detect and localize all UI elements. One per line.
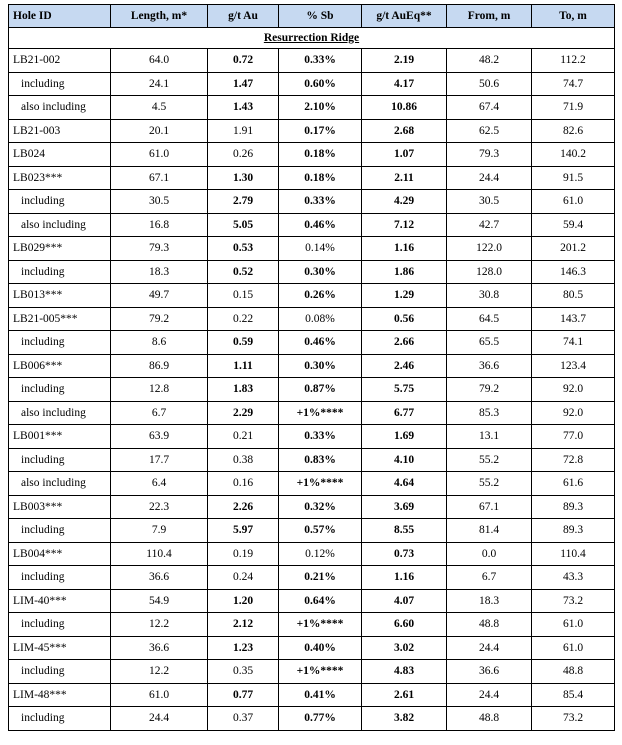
- cell-length: 20.1: [111, 119, 208, 143]
- cell-aueq: 2.66: [362, 331, 447, 355]
- cell-to: 92.0: [532, 378, 615, 402]
- table-row: [9, 519, 615, 543]
- cell-au: 2.29: [208, 401, 279, 425]
- header-sb: % Sb: [279, 5, 362, 28]
- header-hole-id: Hole ID: [9, 5, 111, 28]
- header-from: From, m: [447, 5, 532, 28]
- cell-aueq: 2.19: [362, 49, 447, 73]
- cell-aueq: 1.86: [362, 260, 447, 284]
- cell-from: 122.0: [447, 237, 532, 261]
- cell-aueq: 2.61: [362, 683, 447, 707]
- table-row: [9, 683, 615, 707]
- table-row: [9, 425, 615, 449]
- table-row: [9, 307, 615, 331]
- cell-length: 49.7: [111, 284, 208, 308]
- header-to: To, m: [532, 5, 615, 28]
- cell-sb: 0.30%: [279, 354, 362, 378]
- cell-hole-id: including: [9, 260, 111, 284]
- cell-length: 12.2: [111, 613, 208, 637]
- cell-to: 140.2: [532, 143, 615, 167]
- cell-au: 0.22: [208, 307, 279, 331]
- cell-to: 61.0: [532, 636, 615, 660]
- cell-hole-id: LB023***: [9, 166, 111, 190]
- cell-hole-id: LB21-003: [9, 119, 111, 143]
- section-row: [9, 28, 615, 49]
- cell-aueq: 4.83: [362, 660, 447, 684]
- table-row: [9, 96, 615, 120]
- cell-sb: 0.40%: [279, 636, 362, 660]
- cell-sb: 0.46%: [279, 331, 362, 355]
- cell-from: 67.4: [447, 96, 532, 120]
- cell-sb: 0.83%: [279, 448, 362, 472]
- cell-au: 0.15: [208, 284, 279, 308]
- cell-hole-id: including: [9, 707, 111, 731]
- cell-aueq: 2.46: [362, 354, 447, 378]
- cell-to: 146.3: [532, 260, 615, 284]
- cell-au: 0.52: [208, 260, 279, 284]
- cell-hole-id: LIM-45***: [9, 636, 111, 660]
- cell-from: 50.6: [447, 72, 532, 96]
- cell-au: 0.38: [208, 448, 279, 472]
- cell-hole-id: LB001***: [9, 425, 111, 449]
- header-au: g/t Au: [208, 5, 279, 28]
- cell-au: 0.19: [208, 542, 279, 566]
- cell-from: 62.5: [447, 119, 532, 143]
- cell-length: 12.8: [111, 378, 208, 402]
- cell-aueq: 0.73: [362, 542, 447, 566]
- cell-hole-id: LB004***: [9, 542, 111, 566]
- cell-from: 13.1: [447, 425, 532, 449]
- cell-to: 61.0: [532, 613, 615, 637]
- cell-hole-id: LIM-48***: [9, 683, 111, 707]
- cell-aueq: 2.11: [362, 166, 447, 190]
- cell-aueq: 6.60: [362, 613, 447, 637]
- cell-hole-id: including: [9, 72, 111, 96]
- table-row: [9, 284, 615, 308]
- cell-sb: 0.21%: [279, 566, 362, 590]
- cell-aueq: 7.12: [362, 213, 447, 237]
- cell-aueq: 4.10: [362, 448, 447, 472]
- cell-aueq: 2.68: [362, 119, 447, 143]
- table-row: [9, 260, 615, 284]
- cell-au: 0.35: [208, 660, 279, 684]
- cell-length: 79.2: [111, 307, 208, 331]
- cell-au: 2.26: [208, 495, 279, 519]
- cell-au: 0.72: [208, 49, 279, 73]
- table-row: [9, 636, 615, 660]
- cell-au: 1.47: [208, 72, 279, 96]
- cell-hole-id: LB029***: [9, 237, 111, 261]
- cell-length: 16.8: [111, 213, 208, 237]
- cell-to: 77.0: [532, 425, 615, 449]
- cell-hole-id: including: [9, 660, 111, 684]
- cell-length: 36.6: [111, 636, 208, 660]
- cell-from: 24.4: [447, 636, 532, 660]
- cell-sb: 0.14%: [279, 237, 362, 261]
- cell-au: 0.59: [208, 331, 279, 355]
- cell-from: 36.6: [447, 354, 532, 378]
- cell-to: 91.5: [532, 166, 615, 190]
- table-row: [9, 401, 615, 425]
- cell-au: 1.83: [208, 378, 279, 402]
- cell-sb: 0.32%: [279, 495, 362, 519]
- table-row: [9, 542, 615, 566]
- table-row: [9, 237, 615, 261]
- table-row: [9, 566, 615, 590]
- cell-length: 17.7: [111, 448, 208, 472]
- cell-au: 1.91: [208, 119, 279, 143]
- cell-to: 89.3: [532, 519, 615, 543]
- cell-sb: +1%****: [279, 401, 362, 425]
- cell-aueq: 1.07: [362, 143, 447, 167]
- cell-sb: 0.08%: [279, 307, 362, 331]
- cell-aueq: 3.82: [362, 707, 447, 731]
- cell-to: 85.4: [532, 683, 615, 707]
- cell-hole-id: also including: [9, 401, 111, 425]
- table-row: [9, 190, 615, 214]
- cell-from: 67.1: [447, 495, 532, 519]
- cell-sb: 0.17%: [279, 119, 362, 143]
- cell-to: 74.7: [532, 72, 615, 96]
- cell-hole-id: also including: [9, 472, 111, 496]
- cell-length: 79.3: [111, 237, 208, 261]
- cell-au: 2.79: [208, 190, 279, 214]
- cell-hole-id: LB21-005***: [9, 307, 111, 331]
- table-row: [9, 589, 615, 613]
- cell-au: 1.23: [208, 636, 279, 660]
- cell-from: 81.4: [447, 519, 532, 543]
- cell-to: 74.1: [532, 331, 615, 355]
- table-row: [9, 213, 615, 237]
- cell-sb: +1%****: [279, 660, 362, 684]
- cell-to: 89.3: [532, 495, 615, 519]
- table-row: [9, 354, 615, 378]
- cell-aueq: 1.69: [362, 425, 447, 449]
- table-row: [9, 166, 615, 190]
- table-row: [9, 72, 615, 96]
- cell-au: 2.12: [208, 613, 279, 637]
- cell-to: 112.2: [532, 49, 615, 73]
- table-row: [9, 331, 615, 355]
- cell-length: 61.0: [111, 143, 208, 167]
- cell-sb: 0.18%: [279, 166, 362, 190]
- cell-from: 85.3: [447, 401, 532, 425]
- cell-sb: 0.57%: [279, 519, 362, 543]
- cell-to: 61.0: [532, 190, 615, 214]
- cell-from: 6.7: [447, 566, 532, 590]
- header-length: Length, m*: [111, 5, 208, 28]
- section-title: Resurrection Ridge: [9, 28, 615, 49]
- cell-from: 65.5: [447, 331, 532, 355]
- cell-from: 48.8: [447, 707, 532, 731]
- cell-length: 24.4: [111, 707, 208, 731]
- cell-aueq: 6.77: [362, 401, 447, 425]
- cell-to: 61.6: [532, 472, 615, 496]
- cell-sb: 2.10%: [279, 96, 362, 120]
- cell-from: 0.0: [447, 542, 532, 566]
- table-row: [9, 448, 615, 472]
- cell-length: 110.4: [111, 542, 208, 566]
- cell-sb: 0.33%: [279, 49, 362, 73]
- cell-sb: 0.46%: [279, 213, 362, 237]
- cell-from: 24.4: [447, 166, 532, 190]
- cell-to: 71.9: [532, 96, 615, 120]
- table-row: [9, 49, 615, 73]
- cell-to: 72.8: [532, 448, 615, 472]
- cell-au: 0.16: [208, 472, 279, 496]
- cell-length: 36.6: [111, 566, 208, 590]
- cell-sb: 0.87%: [279, 378, 362, 402]
- drill-results-table: [8, 4, 615, 731]
- cell-au: 1.43: [208, 96, 279, 120]
- cell-hole-id: including: [9, 190, 111, 214]
- cell-aueq: 8.55: [362, 519, 447, 543]
- cell-to: 59.4: [532, 213, 615, 237]
- cell-sb: 0.60%: [279, 72, 362, 96]
- cell-au: 0.77: [208, 683, 279, 707]
- cell-length: 4.5: [111, 96, 208, 120]
- cell-sb: 0.41%: [279, 683, 362, 707]
- cell-from: 79.3: [447, 143, 532, 167]
- cell-length: 86.9: [111, 354, 208, 378]
- cell-sb: 0.64%: [279, 589, 362, 613]
- cell-au: 1.11: [208, 354, 279, 378]
- cell-length: 8.6: [111, 331, 208, 355]
- cell-sb: 0.30%: [279, 260, 362, 284]
- cell-length: 30.5: [111, 190, 208, 214]
- cell-hole-id: LB006***: [9, 354, 111, 378]
- cell-from: 64.5: [447, 307, 532, 331]
- cell-aueq: 3.69: [362, 495, 447, 519]
- cell-au: 1.30: [208, 166, 279, 190]
- cell-length: 67.1: [111, 166, 208, 190]
- cell-au: 0.37: [208, 707, 279, 731]
- cell-from: 128.0: [447, 260, 532, 284]
- cell-sb: 0.18%: [279, 143, 362, 167]
- cell-hole-id: LB013***: [9, 284, 111, 308]
- cell-aueq: 4.07: [362, 589, 447, 613]
- cell-from: 36.6: [447, 660, 532, 684]
- cell-length: 22.3: [111, 495, 208, 519]
- cell-sb: +1%****: [279, 472, 362, 496]
- table-row: [9, 495, 615, 519]
- cell-to: 82.6: [532, 119, 615, 143]
- cell-sb: 0.26%: [279, 284, 362, 308]
- cell-length: 54.9: [111, 589, 208, 613]
- cell-from: 48.8: [447, 613, 532, 637]
- cell-to: 143.7: [532, 307, 615, 331]
- cell-length: 18.3: [111, 260, 208, 284]
- cell-from: 30.8: [447, 284, 532, 308]
- cell-to: 110.4: [532, 542, 615, 566]
- cell-sb: +1%****: [279, 613, 362, 637]
- cell-au: 1.20: [208, 589, 279, 613]
- cell-aueq: 3.02: [362, 636, 447, 660]
- cell-aueq: 4.29: [362, 190, 447, 214]
- cell-sb: 0.77%: [279, 707, 362, 731]
- table-row: [9, 660, 615, 684]
- cell-hole-id: including: [9, 613, 111, 637]
- cell-length: 64.0: [111, 49, 208, 73]
- cell-from: 55.2: [447, 448, 532, 472]
- cell-aueq: 1.16: [362, 237, 447, 261]
- cell-from: 48.2: [447, 49, 532, 73]
- cell-to: 48.8: [532, 660, 615, 684]
- cell-aueq: 10.86: [362, 96, 447, 120]
- cell-from: 42.7: [447, 213, 532, 237]
- cell-aueq: 5.75: [362, 378, 447, 402]
- cell-from: 18.3: [447, 589, 532, 613]
- cell-au: 0.24: [208, 566, 279, 590]
- cell-length: 63.9: [111, 425, 208, 449]
- cell-au: 5.05: [208, 213, 279, 237]
- cell-from: 55.2: [447, 472, 532, 496]
- table-row: [9, 378, 615, 402]
- cell-hole-id: LIM-40***: [9, 589, 111, 613]
- cell-hole-id: LB024: [9, 143, 111, 167]
- cell-to: 43.3: [532, 566, 615, 590]
- cell-au: 0.21: [208, 425, 279, 449]
- cell-to: 80.5: [532, 284, 615, 308]
- cell-hole-id: LB003***: [9, 495, 111, 519]
- cell-aueq: 4.17: [362, 72, 447, 96]
- cell-length: 7.9: [111, 519, 208, 543]
- cell-to: 123.4: [532, 354, 615, 378]
- cell-hole-id: including: [9, 378, 111, 402]
- cell-au: 0.53: [208, 237, 279, 261]
- cell-to: 92.0: [532, 401, 615, 425]
- table-row: [9, 143, 615, 167]
- cell-aueq: 1.29: [362, 284, 447, 308]
- cell-aueq: 0.56: [362, 307, 447, 331]
- cell-length: 24.1: [111, 72, 208, 96]
- cell-length: 12.2: [111, 660, 208, 684]
- cell-hole-id: LB21-002: [9, 49, 111, 73]
- header-row: [9, 5, 615, 28]
- cell-hole-id: including: [9, 448, 111, 472]
- cell-from: 79.2: [447, 378, 532, 402]
- table-row: [9, 472, 615, 496]
- cell-hole-id: including: [9, 331, 111, 355]
- cell-from: 24.4: [447, 683, 532, 707]
- cell-sb: 0.33%: [279, 190, 362, 214]
- cell-to: 201.2: [532, 237, 615, 261]
- cell-from: 30.5: [447, 190, 532, 214]
- header-aueq: g/t AuEq**: [362, 5, 447, 28]
- cell-au: 0.26: [208, 143, 279, 167]
- cell-hole-id: also including: [9, 96, 111, 120]
- cell-hole-id: including: [9, 566, 111, 590]
- cell-aueq: 1.16: [362, 566, 447, 590]
- cell-aueq: 4.64: [362, 472, 447, 496]
- table-row: [9, 613, 615, 637]
- cell-sb: 0.12%: [279, 542, 362, 566]
- cell-to: 73.2: [532, 707, 615, 731]
- table-row: [9, 707, 615, 731]
- cell-to: 73.2: [532, 589, 615, 613]
- cell-length: 61.0: [111, 683, 208, 707]
- cell-length: 6.7: [111, 401, 208, 425]
- cell-sb: 0.33%: [279, 425, 362, 449]
- cell-length: 6.4: [111, 472, 208, 496]
- cell-hole-id: also including: [9, 213, 111, 237]
- table-row: [9, 119, 615, 143]
- cell-au: 5.97: [208, 519, 279, 543]
- cell-hole-id: including: [9, 519, 111, 543]
